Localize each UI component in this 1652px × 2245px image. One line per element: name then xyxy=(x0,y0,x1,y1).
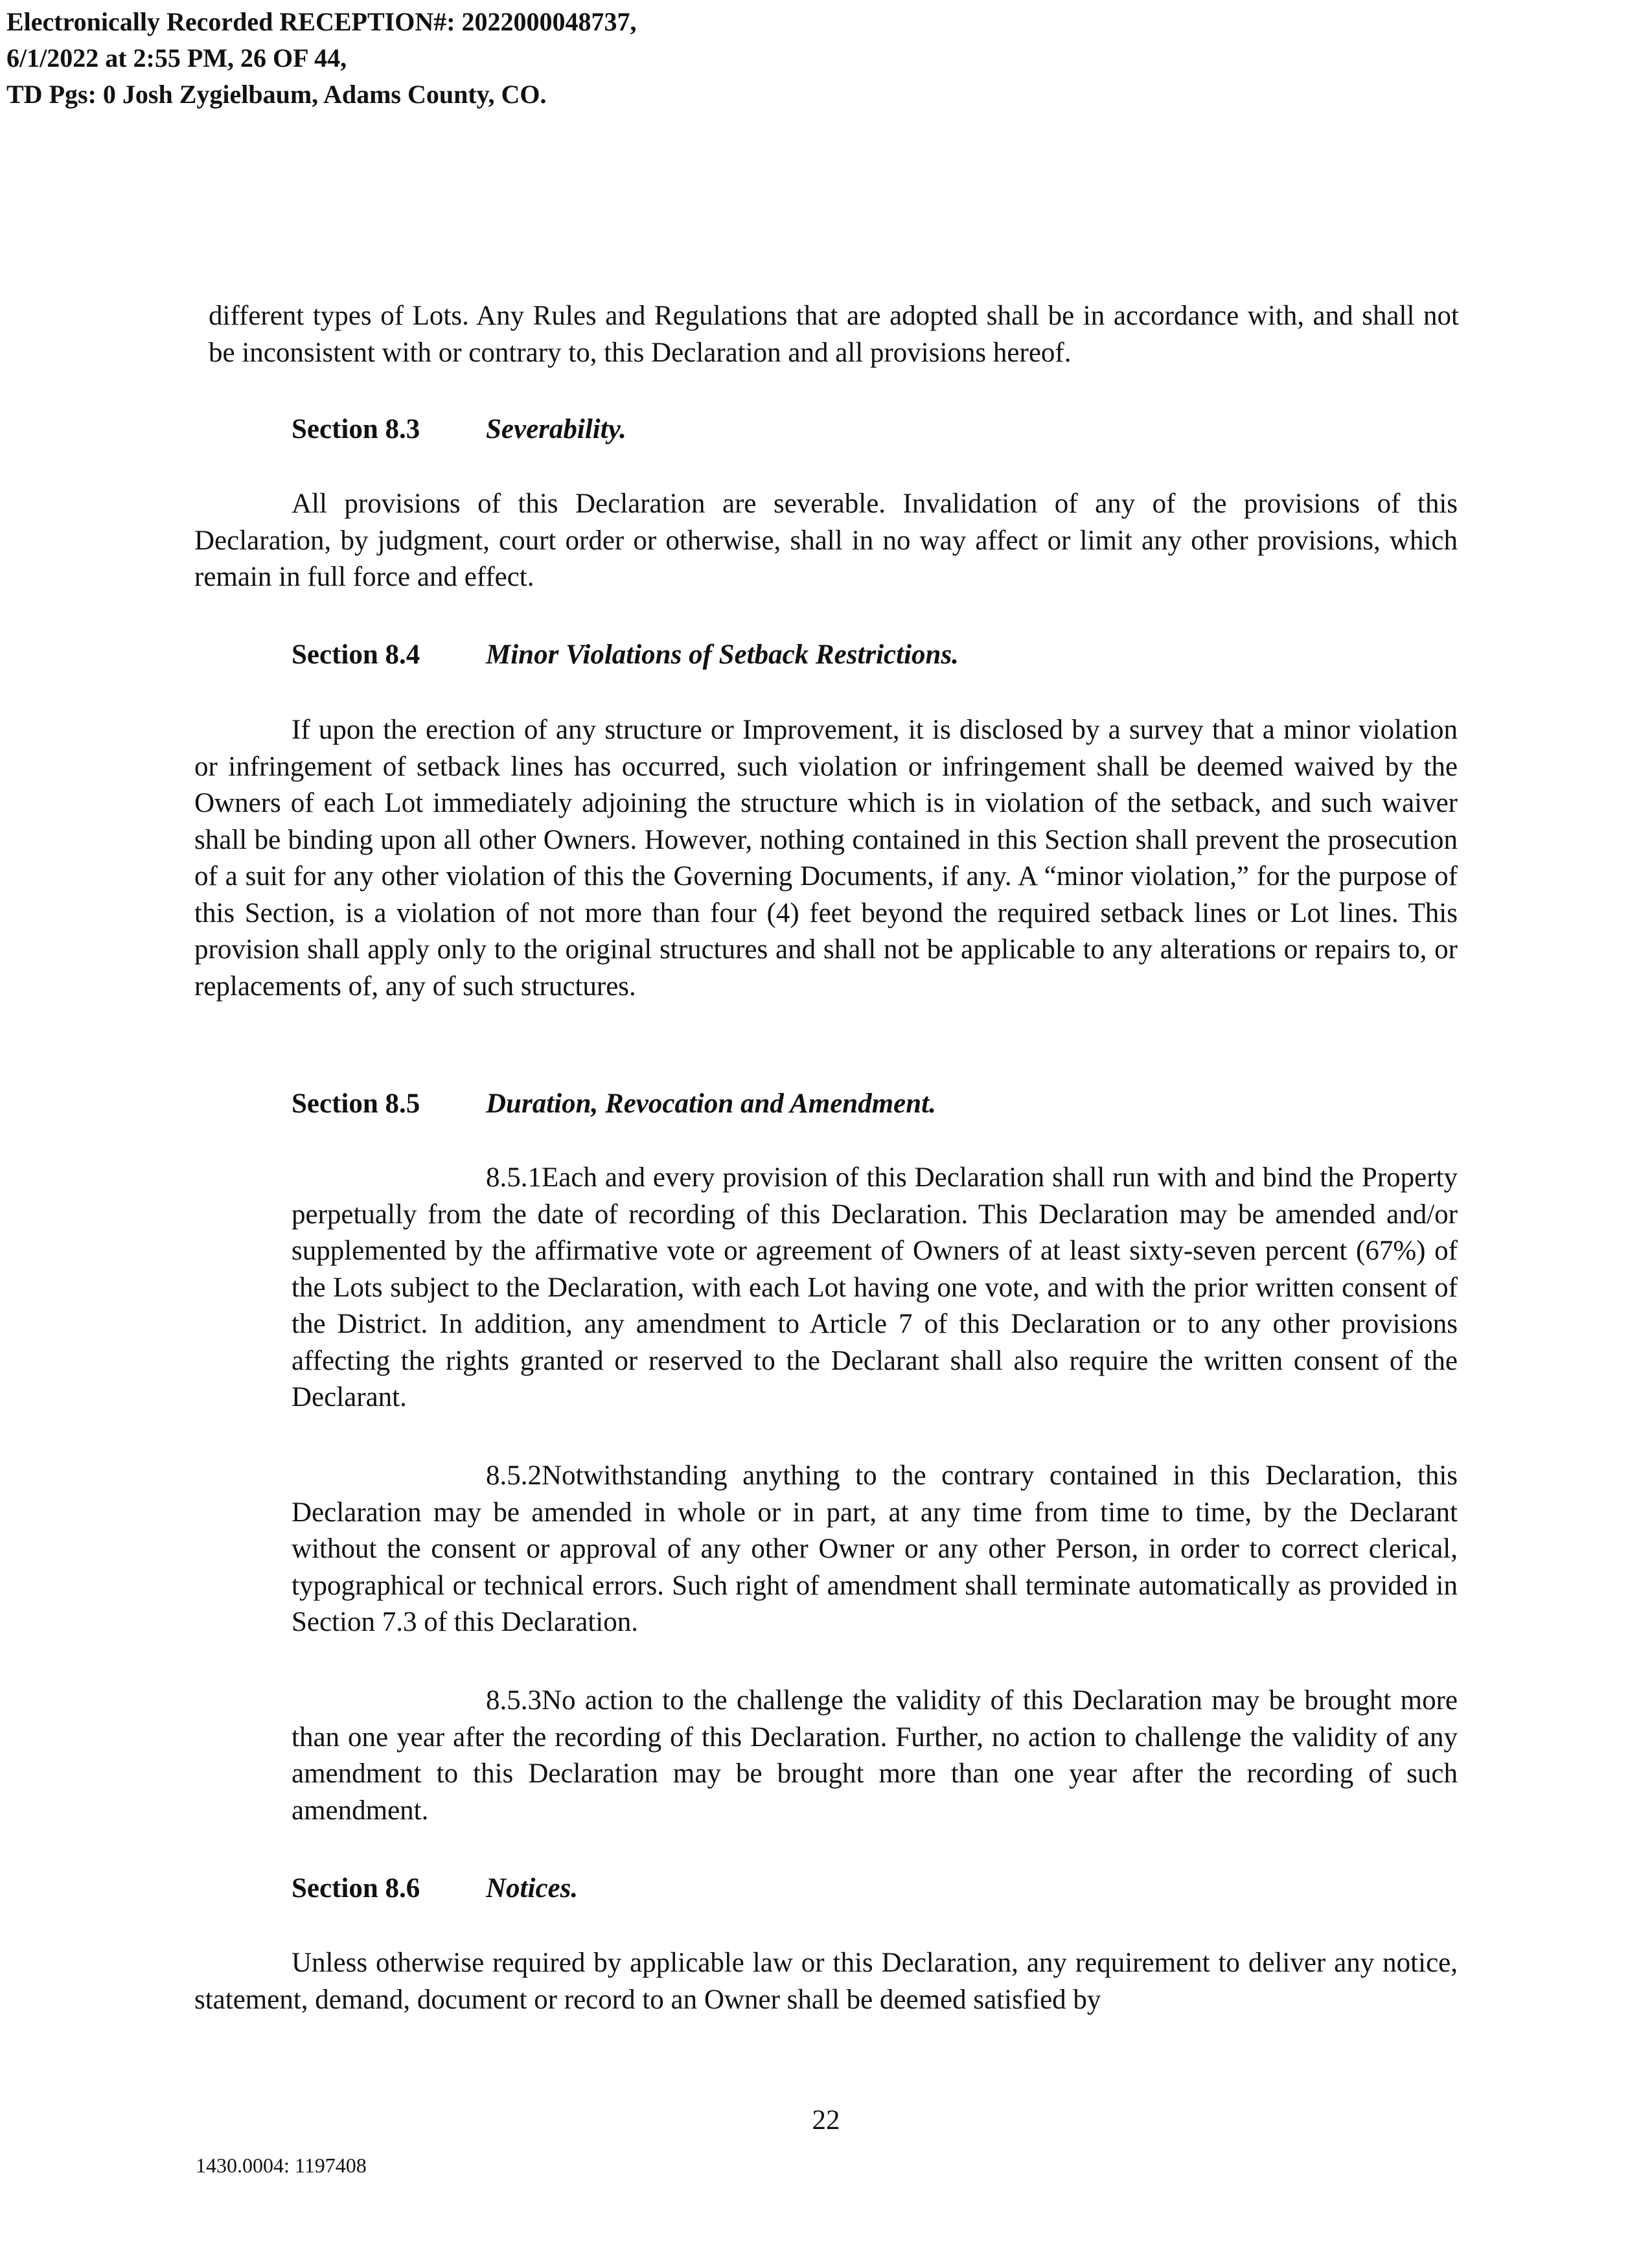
subsection-paragraph xyxy=(292,1160,1458,1416)
section-8-3-body xyxy=(194,486,1458,596)
subsection-text: Notwithstanding anything to the contrary contained in this Declaration, this Declaration may be amended in whole or in part, at any time from time to time, by the Declarant without the consent or approval of any other Owner or any other Person, in order to correct clerical, typographical or technical errors. Such right of amendment shall terminate automatically as provided in Section 7.3 of this Declaration. xyxy=(292,1460,1458,1637)
page-number: 22 xyxy=(812,2105,840,2136)
subsection-number: 8.5.3 xyxy=(486,1685,542,1716)
section-heading-8-3 xyxy=(292,411,626,448)
section-paragraph: Unless otherwise required by applicable law or this Declaration, any requirement to deliver any notice, statement, demand, document or record to an Owner shall be deemed satisfied by xyxy=(194,1948,1458,2015)
recording-stamp xyxy=(6,4,637,113)
subsection-8-5-2 xyxy=(292,1458,1458,1641)
section-paragraph: All provisions of this Declaration are severable. Invalidation of any of the provisions of this Declaration, by judgment, court order or otherwise, shall in no way affect or limit any other provisions, which remain in full force and effect. xyxy=(194,489,1458,592)
subsection-paragraph xyxy=(292,1458,1458,1641)
section-number: Section 8.4 xyxy=(292,639,420,670)
stamp-line-3: TD Pgs: 0 Josh Zygielbaum, Adams County, CO. xyxy=(6,80,547,109)
document-id: 1430.0004: 1197408 xyxy=(196,2154,367,2177)
section-title: Severability. xyxy=(486,414,626,444)
section-heading-8-5 xyxy=(292,1086,936,1122)
intro-paragraph: different types of Lots. Any Rules and Regulations that are adopted shall be in accordance with, and shall not be inconsistent with or contrary to, this Declaration and all provisions hereof. xyxy=(209,301,1459,368)
section-title: Duration, Revocation and Amendment. xyxy=(486,1088,936,1119)
section-number: Section 8.5 xyxy=(292,1088,420,1119)
subsection-text: Each and every provision of this Declaration shall run with and bind the Property perpetually from the date of recording of this Declaration. This Declaration may be amended and/or supplemented by the affirmative vote or agreement of Owners of at least sixty-seven percent (67%) of the Lots subject to the Declaration, with each Lot having one vote, and with the prior written consent of the District. In addition, any amendment to Article 7 of this Declaration or to any other provisions affecting the rights granted or reserved to the Declarant shall also require the written consent of the Declarant. xyxy=(292,1162,1458,1412)
section-number: Section 8.6 xyxy=(292,1873,420,1904)
stamp-line-1: Electronically Recorded RECEPTION#: 2022000048737, xyxy=(6,7,637,36)
section-title: Minor Violations of Setback Restrictions. xyxy=(486,639,959,670)
subsection-8-5-3 xyxy=(292,1683,1458,1829)
section-heading-8-6 xyxy=(292,1871,578,1907)
subsection-text: No action to the challenge the validity of this Declaration may be brought more than one year after the recording of this Declaration. Further, no action to challenge the validity of any amendment to this Declaration may be brought more than one year after the recording of such amendment. xyxy=(292,1685,1458,1826)
intro-paragraph-block xyxy=(209,298,1459,371)
subsection-number: 8.5.2 xyxy=(486,1460,542,1491)
section-8-4-body xyxy=(194,712,1458,1005)
section-title: Notices. xyxy=(486,1873,579,1904)
section-paragraph: If upon the erection of any structure or Improvement, it is disclosed by a survey that a minor violation or infringement of setback lines has occurred, such violation or infringement shall be deemed waived by the Owners of each Lot immediately adjoining the structure which is in violation of the setback, and such waiver shall be binding upon all other Owners. However, nothing contained in this Section shall prevent the prosecution of a suit for any other violation of this the Governing Documents, if any. A “minor violation,” for the purpose of this Section, is a violation of not more than four (4) feet beyond the required setback lines or Lot lines. This provision shall apply only to the original structures and shall not be applicable to any alterations or repairs to, or replacements of, any of such structures. xyxy=(194,715,1458,1002)
stamp-line-2: 6/1/2022 at 2:55 PM, 26 OF 44, xyxy=(6,43,347,73)
section-heading-8-4 xyxy=(292,637,959,673)
subsection-number: 8.5.1 xyxy=(486,1162,542,1193)
subsection-8-5-1 xyxy=(292,1160,1458,1416)
section-number: Section 8.3 xyxy=(292,414,420,444)
section-8-6-body xyxy=(194,1945,1458,2018)
subsection-paragraph xyxy=(292,1683,1458,1829)
